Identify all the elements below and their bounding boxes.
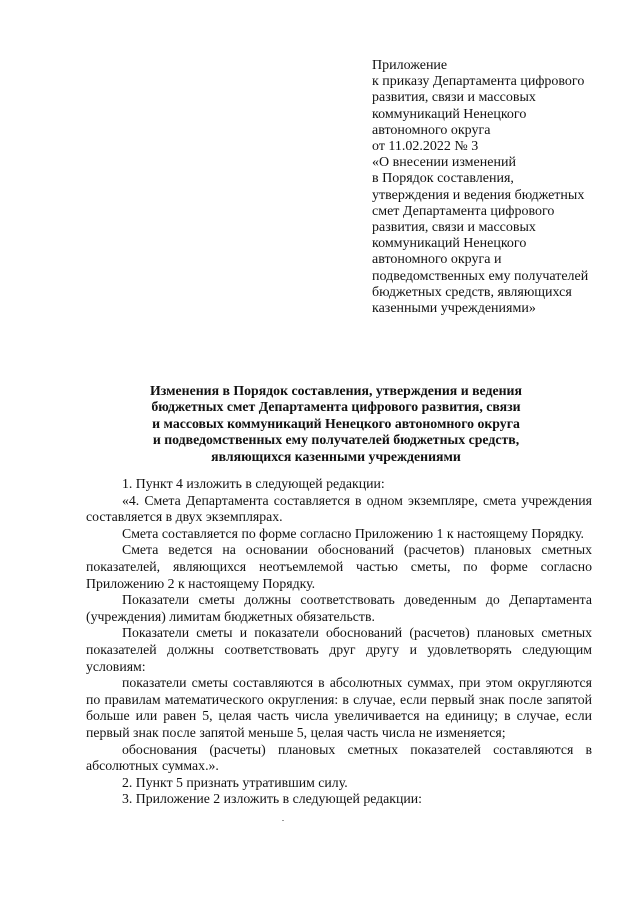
paragraph: Показатели сметы и показатели обоснований (расчетов) плановых сметных показателей должны соответствовать друг другу и удовлетворять следующим условиям: xyxy=(86,625,592,674)
appendix-line: утверждения и ведения бюджетных xyxy=(372,187,585,203)
paragraph: показатели сметы составляются в абсолютных суммах, при этом округляются по правилам математического округления: в случае, если первый знак после запятой больше или равен 5, целая часть числа увеличивается на единицу; в случае, если первый знак после запятой меньше 5, целая часть числа не изменяется; xyxy=(86,675,592,740)
paragraph: Показатели сметы должны соответствовать доведенным до Департамента (учреждения) лимитам бюджетных обязательств. xyxy=(86,592,592,624)
title-line: бюджетных смет Департамента цифрового развития, связи xyxy=(151,399,521,415)
document-title xyxy=(80,383,592,465)
appendix-header xyxy=(372,58,612,317)
paragraph: Смета ведется на основании обоснований (расчетов) плановых сметных показателей, являющихся неотъемлемой частью сметы, по форме согласно Приложению 2 к настоящему Порядку. xyxy=(86,542,592,591)
appendix-line: автономного округа и xyxy=(372,252,502,268)
appendix-line: смет Департамента цифрового xyxy=(372,203,555,219)
paragraph: «4. Смета Департамента составляется в одном экземпляре, смета учреждения составляется в двух экземплярах. xyxy=(86,492,592,525)
appendix-line: коммуникаций Ненецкого xyxy=(372,236,527,252)
appendix-line: казенными учреждениями» xyxy=(372,301,536,317)
appendix-line: к приказу Департамента цифрового xyxy=(372,74,585,90)
appendix-line: развития, связи и массовых xyxy=(372,90,536,106)
title-line: и подведомственных ему получателей бюджетных средств, xyxy=(152,432,520,448)
title-line: являющихся казенными учреждениями xyxy=(211,448,461,464)
scan-speck xyxy=(282,820,284,821)
paragraph: 1. Пункт 4 изложить в следующей редакции: xyxy=(122,476,385,491)
document-body xyxy=(86,476,592,808)
paragraph: Смета составляется по форме согласно Приложению 1 к настоящему Порядку. xyxy=(122,525,584,541)
appendix-line: Приложение xyxy=(372,58,448,73)
title-line: Изменения в Порядок составления, утверждения и ведения xyxy=(150,383,522,398)
paragraph: 2. Пункт 5 признать утратившим силу. xyxy=(122,774,348,790)
appendix-line: от 11.02.2022 № 3 xyxy=(372,139,479,155)
appendix-line: в Порядок составления, xyxy=(372,171,514,187)
title-line: и массовых коммуникаций Ненецкого автономного округа xyxy=(152,415,520,431)
appendix-line: подведомственных ему получателей xyxy=(372,268,589,284)
appendix-line: «О внесении изменений xyxy=(372,155,516,171)
appendix-line: автономного округа xyxy=(372,122,491,138)
paragraph: 3. Приложение 2 изложить в следующей редакции: xyxy=(122,791,422,807)
appendix-line: бюджетных средств, являющихся xyxy=(372,284,572,300)
appendix-line: коммуникаций Ненецкого xyxy=(372,106,527,122)
paragraph: обоснования (расчеты) плановых сметных показателей составляются в абсолютных суммах.». xyxy=(86,741,592,774)
appendix-line: развития, связи и массовых xyxy=(372,220,536,236)
